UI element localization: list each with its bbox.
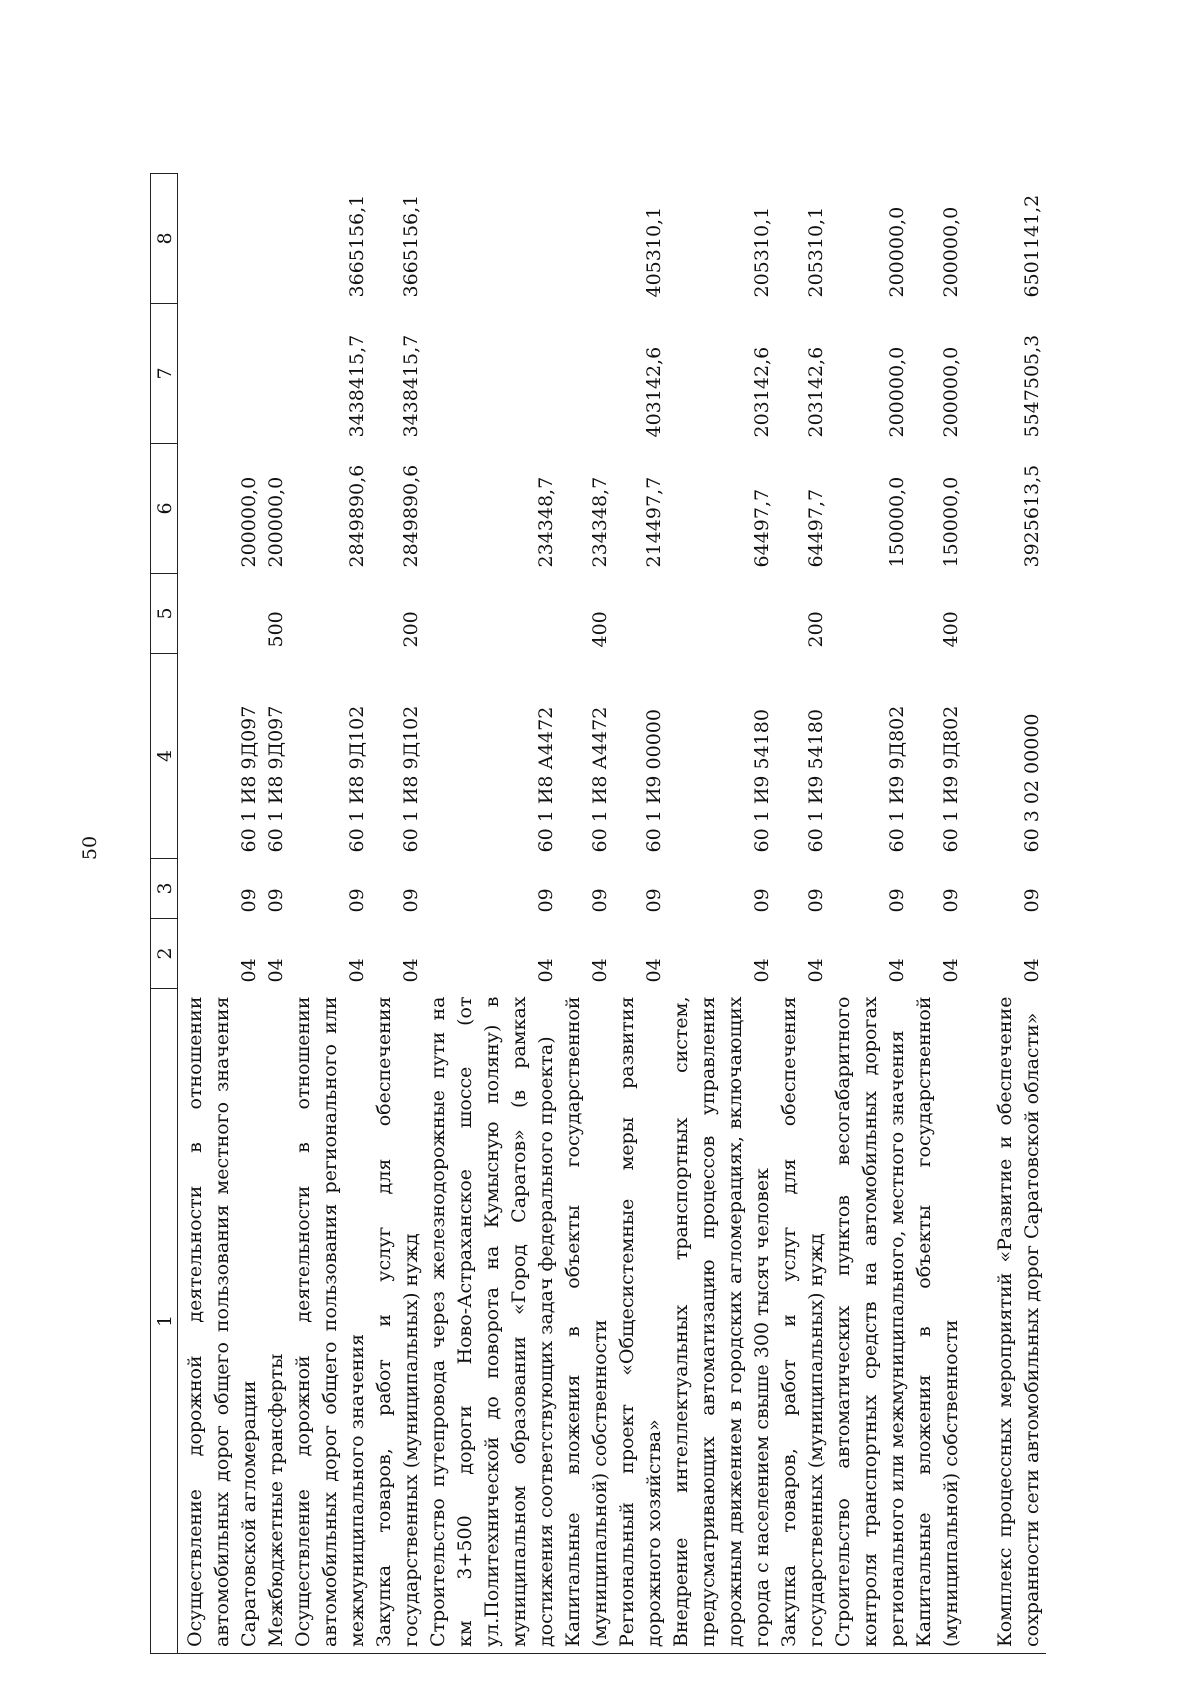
cell-target-code: 60 1 И9 9Д802 — [940, 705, 962, 853]
cell-amount-8: 200000,0 — [940, 206, 962, 298]
row-name: Закупка товаров, работ и услуг для обеспечения государственных (муниципальных) нужд — [371, 989, 425, 1654]
row-name: Строительство путепровода через железнодорожные пути на км 3+500 дороги Ново-Астраханское шоссе (от ул.Политехнической до поворота на Кумысную поляну) в муниципальном образовании «Город Саратов» (в рамках достижения соответствующих задач федерального проекта) — [425, 989, 560, 1654]
cell-amount-6: 150000,0 — [940, 476, 962, 568]
table-row — [911, 174, 965, 1654]
cell-amount-7: 200000,0 — [886, 346, 908, 438]
cell-subsection: 09 — [589, 888, 611, 913]
row-name: Внедрение интеллектуальных транспортных систем, предусматривающих автоматизацию процессов управления дорожным движением в городских агломерациях, включающих города с населением свыше 300 тысяч человек — [668, 989, 776, 1654]
cell-amount-8: 3665156,1 — [400, 194, 422, 298]
column-header: 7 — [151, 304, 178, 444]
cell-amount-6: 234348,7 — [589, 476, 611, 568]
cell-section: 04 — [535, 958, 557, 983]
row-name: Осуществление дорожной деятельности в отношении автомобильных дорог общего пользования местного значения Саратовской агломерации — [178, 989, 264, 1654]
cell-target-code: 60 1 И8 9Д097 — [265, 705, 287, 853]
cell-amount-6: 2849890,6 — [346, 464, 368, 568]
cell-target-code: 60 1 И9 54180 — [805, 709, 827, 853]
row-name: Капитальные вложения в объекты государственной (муниципальной) собственности — [560, 989, 614, 1654]
cell-expense-type — [178, 574, 264, 654]
cell-amount-8: 3665156,1 — [346, 194, 368, 298]
row-name: Строительство автоматических пунктов весогабаритного контроля транспортных средств на автомобильных дорогах регионального или межмуниципального, местного значения — [830, 989, 911, 1654]
table-row — [614, 174, 668, 1654]
cell-amount-7: 203142,6 — [751, 346, 773, 438]
cell-amount-6: 3925613,5 — [1021, 464, 1043, 568]
column-header: 1 — [151, 989, 178, 1654]
column-header: 3 — [151, 859, 178, 919]
page-number: 50 — [79, 835, 101, 861]
cell-target-code: 60 1 И8 9Д097 — [238, 705, 260, 853]
cell-section: 04 — [805, 958, 827, 983]
cell-section: 04 — [886, 958, 908, 983]
header-row — [151, 174, 178, 1654]
cell-target-code: 60 1 И9 9Д802 — [886, 705, 908, 853]
cell-amount-8 — [425, 174, 560, 304]
table-row — [371, 174, 425, 1654]
cell-amount-6: 2849890,6 — [400, 464, 422, 568]
cell-amount-7: 203142,6 — [805, 346, 827, 438]
cell-expense-type — [965, 574, 1046, 654]
cell-amount-7 — [560, 304, 614, 444]
column-header: 6 — [151, 444, 178, 574]
column-header: 2 — [151, 919, 178, 989]
row-name: Межбюджетные трансферты — [263, 989, 290, 1654]
cell-expense-type: 200 — [400, 611, 422, 648]
cell-amount-7 — [425, 304, 560, 444]
cell-expense-type: 400 — [940, 611, 962, 648]
cell-section: 04 — [400, 958, 422, 983]
cell-subsection: 09 — [346, 888, 368, 913]
cell-amount-8: 405310,1 — [643, 206, 665, 298]
cell-target-code: 60 1 И9 00000 — [643, 709, 665, 853]
cell-subsection: 09 — [805, 888, 827, 913]
cell-amount-7 — [263, 304, 290, 444]
cell-amount-6: 200000,0 — [265, 476, 287, 568]
cell-expense-type — [668, 574, 776, 654]
cell-amount-6: 150000,0 — [886, 476, 908, 568]
column-header: 4 — [151, 654, 178, 859]
cell-section: 04 — [589, 958, 611, 983]
cell-expense-type — [425, 574, 560, 654]
cell-amount-6: 234348,7 — [535, 476, 557, 568]
cell-section: 04 — [751, 958, 773, 983]
cell-section: 04 — [940, 958, 962, 983]
cell-target-code: 60 1 И8 А4472 — [589, 706, 611, 853]
cell-subsection: 09 — [643, 888, 665, 913]
row-name: Региональный проект «Общесистемные меры развития дорожного хозяйства» — [614, 989, 668, 1654]
cell-target-code: 60 1 И8 А4472 — [535, 706, 557, 853]
cell-section: 04 — [643, 958, 665, 983]
table-row — [560, 174, 614, 1654]
cell-expense-type — [290, 574, 371, 654]
cell-target-code: 60 1 И8 9Д102 — [400, 705, 422, 853]
cell-amount-7 — [178, 304, 264, 444]
rotated-table-sheet — [150, 174, 1200, 1654]
cell-subsection: 09 — [265, 888, 287, 913]
cell-target-code: 60 3 02 00000 — [1021, 713, 1043, 853]
row-name: Комплекс процессных мероприятий «Развитие и обеспечение сохранности сети автомобильных дорог Саратовской области» — [965, 989, 1046, 1654]
column-header: 8 — [151, 174, 178, 304]
cell-expense-type: 400 — [589, 611, 611, 648]
cell-expense-type — [830, 574, 911, 654]
cell-subsection: 09 — [940, 888, 962, 913]
cell-subsection: 09 — [1021, 888, 1043, 913]
table-row — [290, 174, 371, 1654]
cell-section: 04 — [265, 958, 287, 983]
cell-section: 04 — [346, 958, 368, 983]
cell-amount-7: 3438415,7 — [346, 334, 368, 438]
row-name: Закупка товаров, работ и услуг для обеспечения государственных (муниципальных) нужд — [776, 989, 830, 1654]
row-name: Осуществление дорожной деятельности в отношении автомобильных дорог общего пользования регионального или межмуниципального значения — [290, 989, 371, 1654]
cell-subsection: 09 — [535, 888, 557, 913]
table-row — [830, 174, 911, 1654]
cell-target-code: 60 1 И8 9Д102 — [346, 705, 368, 853]
cell-amount-8: 6501141,2 — [1021, 194, 1043, 298]
table-row — [776, 174, 830, 1654]
cell-expense-type: 500 — [265, 611, 287, 648]
cell-amount-8 — [178, 174, 264, 304]
table-row — [425, 174, 560, 1654]
cell-subsection: 09 — [751, 888, 773, 913]
table-row — [668, 174, 776, 1654]
cell-expense-type: 200 — [805, 611, 827, 648]
cell-subsection: 09 — [238, 888, 260, 913]
cell-section: 04 — [1021, 958, 1043, 983]
cell-amount-8 — [263, 174, 290, 304]
column-header: 5 — [151, 574, 178, 654]
cell-expense-type — [614, 574, 668, 654]
cell-amount-6: 200000,0 — [238, 476, 260, 568]
cell-amount-6: 64497,7 — [805, 488, 827, 568]
cell-amount-7: 3438415,7 — [400, 334, 422, 438]
cell-amount-8: 205310,1 — [805, 206, 827, 298]
cell-amount-8: 200000,0 — [886, 206, 908, 298]
cell-subsection: 09 — [400, 888, 422, 913]
cell-amount-7: 5547505,3 — [1021, 334, 1043, 438]
cell-subsection: 09 — [886, 888, 908, 913]
cell-amount-7: 403142,6 — [643, 346, 665, 438]
cell-amount-8: 205310,1 — [751, 206, 773, 298]
table-row — [965, 174, 1046, 1654]
cell-amount-7: 200000,0 — [940, 346, 962, 438]
cell-amount-6: 64497,7 — [751, 488, 773, 568]
table-row — [263, 174, 290, 1654]
cell-amount-8 — [560, 174, 614, 304]
budget-table — [150, 173, 1046, 1654]
cell-section: 04 — [238, 958, 260, 983]
table-row — [178, 174, 264, 1654]
row-name: Капитальные вложения в объекты государственной (муниципальной) собственности — [911, 989, 965, 1654]
cell-amount-6: 214497,7 — [643, 476, 665, 568]
cell-target-code: 60 1 И9 54180 — [751, 709, 773, 853]
